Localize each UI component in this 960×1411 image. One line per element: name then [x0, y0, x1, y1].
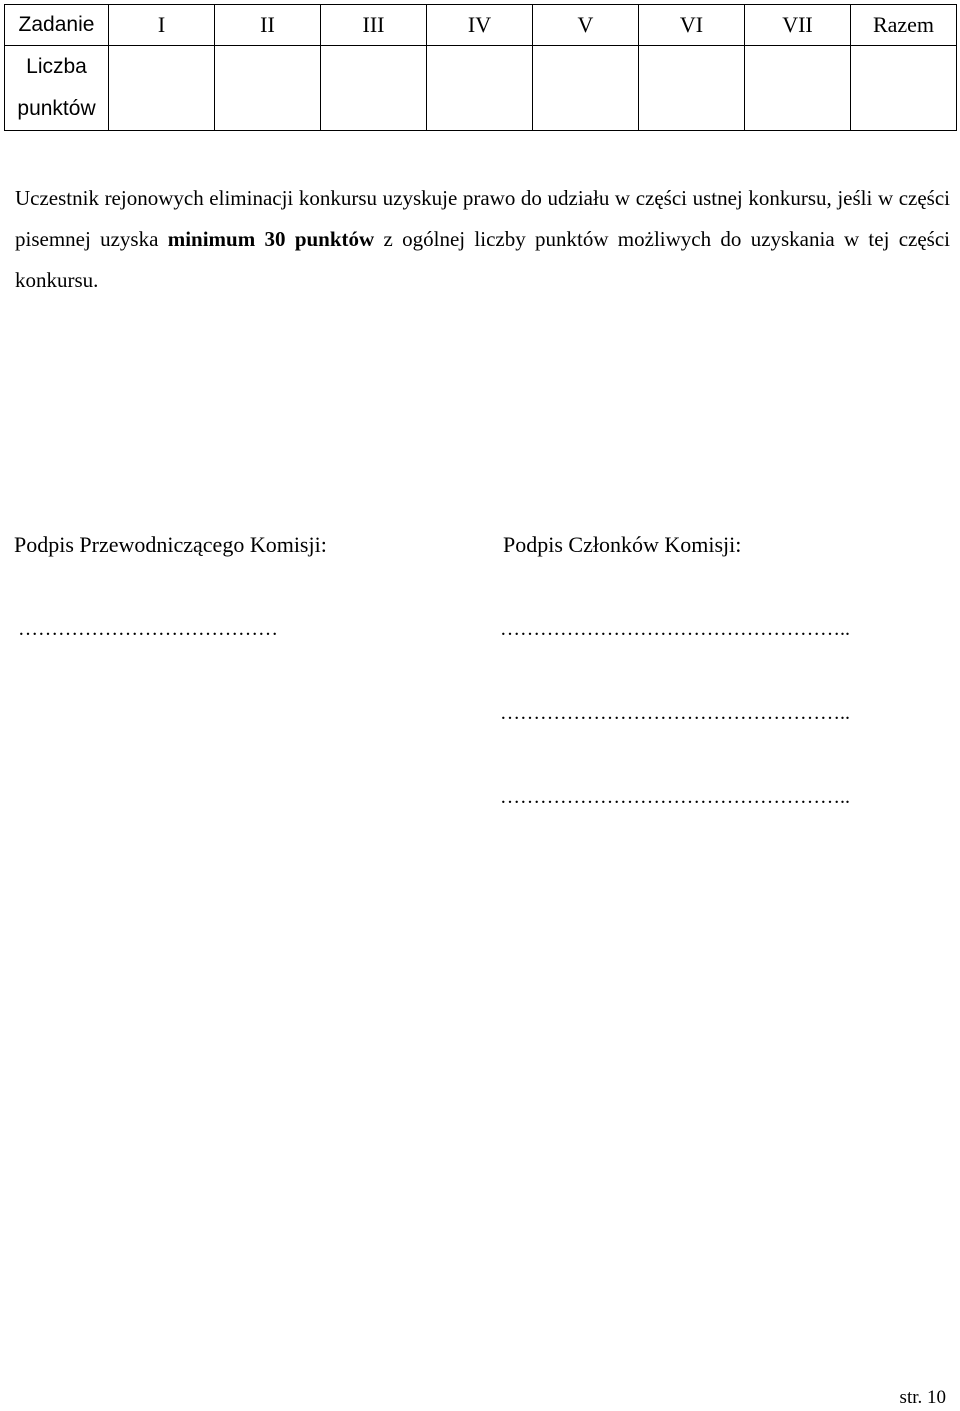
column-header: I — [109, 5, 215, 46]
column-header: IV — [427, 5, 533, 46]
points-cell[interactable] — [427, 46, 533, 131]
column-header: V — [533, 5, 639, 46]
column-header: VI — [639, 5, 745, 46]
chair-signature-label: Podpis Przewodniczącego Komisji: — [14, 532, 327, 557]
points-cell[interactable] — [745, 46, 851, 131]
points-label-line1: Liczba — [26, 55, 87, 78]
points-cell[interactable] — [321, 46, 427, 131]
qualification-rule — [15, 178, 950, 301]
page-number: str. 10 — [899, 1387, 946, 1408]
points-cell[interactable] — [851, 46, 957, 131]
header-label: Zadanie — [5, 5, 109, 46]
points-row-label — [5, 46, 109, 131]
score-table — [4, 4, 957, 131]
member-signature-line[interactable]: …………………………………………….. — [500, 702, 850, 724]
rule-text-start: Uczestnik rejonowych eliminacji konkursu uzyskuje prawo do udziału w części ustnej konkursu, jeśli w części pisemnej uzyska — [15, 186, 950, 251]
column-header: III — [321, 5, 427, 46]
points-row — [5, 46, 957, 131]
points-cell[interactable] — [215, 46, 321, 131]
chair-signature-line[interactable]: ………………………………… — [18, 618, 278, 640]
column-header: II — [215, 5, 321, 46]
points-cell[interactable] — [639, 46, 745, 131]
member-signature-line[interactable]: …………………………………………….. — [500, 618, 850, 640]
table-header-row — [5, 5, 957, 46]
points-cell[interactable] — [109, 46, 215, 131]
members-signature-label: Podpis Członków Komisji: — [503, 532, 742, 557]
points-label-line2: punktów — [17, 97, 96, 120]
member-signature-line[interactable]: …………………………………………….. — [500, 786, 850, 808]
column-header: VII — [745, 5, 851, 46]
rule-threshold: minimum 30 punktów — [167, 227, 375, 251]
rule-text-end: z ogólnej liczby punktów możliwych do uzyskania w tej części konkursu. — [15, 227, 950, 292]
points-cell[interactable] — [533, 46, 639, 131]
column-header: Razem — [851, 5, 957, 46]
